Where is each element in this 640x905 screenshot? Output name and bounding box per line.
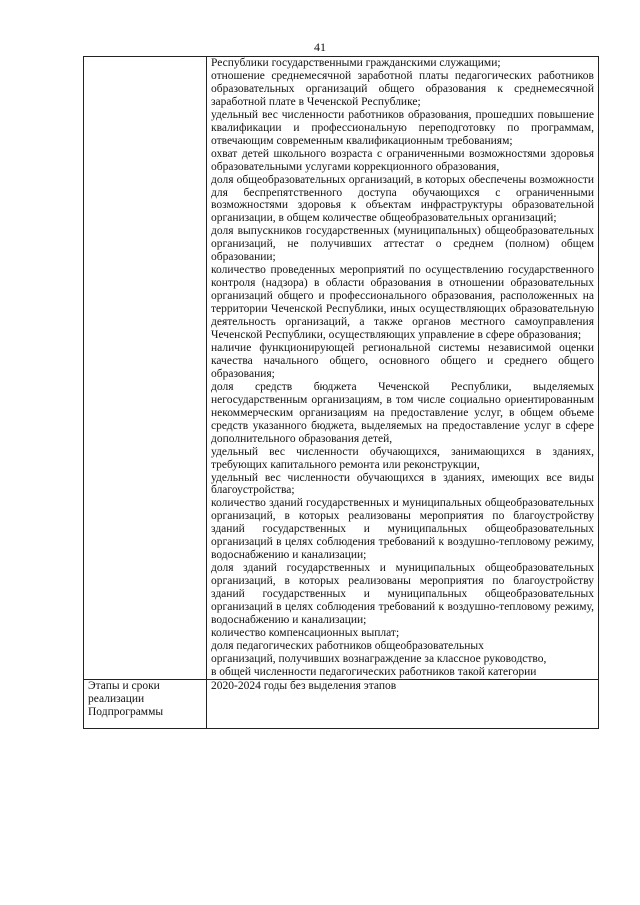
indicator-item: охват детей школьного возраста с ограниченными возможностями здоровья образовательными услугами коррекционного образования, (211, 147, 594, 173)
program-passport-table (83, 56, 599, 729)
indicator-item: наличие функционирующей региональной системы независимой оценки качества начального общего, основного общего и среднего общего образования; (211, 341, 594, 380)
indicator-item-line: в общей численности педагогических работников такой категории (211, 665, 537, 678)
indicator-item: доля выпускников государственных (муниципальных) общеобразовательных организаций, не получивших аттестат о среднем (полном) общем образовании; (211, 225, 594, 264)
indicator-item: отношение среднемесячной заработной платы педагогических работников образовательных организаций общего образования к среднемесячной заработной плате в Чеченской Республике; (211, 69, 594, 108)
indicator-item: количество проведенных мероприятий по осуществлению государственного контроля (надзора) в области образования в отношении образовательных организаций общего и профессионального образования, расположенных на территории Чеченской Республики, иных осуществляющих образовательную деятельность организаций, а также органов местного самоуправления Чеченской Республики, осуществляющих управление в сфере образования; (211, 264, 594, 342)
indicator-item: удельный вес численности обучающихся, занимающихся в зданиях, требующих капитального ремонта или реконструкции, (211, 445, 594, 471)
stages-value-cell: 2020-2024 годы без выделения этапов (207, 679, 599, 728)
indicator-item: количество зданий государственных и муниципальных общеобразовательных организаций, в которых реализованы мероприятия по благоустройству зданий государственных и муниципальных общеобразовательных организаций в целях соблюдения требований к воздушно-тепловому режиму, водоснабжению и канализации; (211, 497, 594, 562)
table-row (84, 57, 599, 680)
page-number: 41 (314, 40, 326, 54)
indicator-item: удельный вес численности обучающихся в зданиях, имеющих все виды благоустройства; (211, 471, 594, 497)
indicator-item: удельный вес численности работников образования, прошедших повышение квалификации и профессиональную переподготовку по программам, отвечающим современным квалификационным требованиям; (211, 108, 594, 147)
row-label-cell (84, 57, 207, 680)
table-row (84, 679, 599, 728)
indicator-item: количество компенсационных выплат; (211, 626, 400, 639)
indicators-cell (207, 57, 599, 680)
indicator-item-line: доля педагогических работников общеобразовательных (211, 639, 484, 652)
indicator-item-line: организаций, получивших вознаграждение за классное руководство, (211, 652, 547, 665)
indicator-item: доля общеобразовательных организаций, в которых обеспечены возможности для беспрепятственного доступа обучающихся с ограниченными возможностями здоровья к объектам инфраструктуры образовательной организации, в общем количестве общеобразовательных организаций; (211, 173, 594, 225)
indicator-item: доля зданий государственных и муниципальных общеобразовательных организаций, в которых реализованы мероприятия по благоустройству зданий государственных и муниципальных общеобразовательных организаций в целях соблюдения требований к воздушно-тепловому режиму, водоснабжению и канализации; (211, 562, 594, 626)
indicator-item: Республики государственными гражданскими служащими; (211, 57, 501, 69)
row-label-cell: Этапы и сроки реализации Подпрограммы (84, 679, 207, 728)
indicator-item: доля средств бюджета Чеченской Республики, выделяемых негосударственным организациям, в том числе социально ориентированным некоммерческим организациям на предоставление услуг, в общем объеме средств указанного бюджета, выделяемых на предоставление услуг в сфере дополнительного образования детей, (211, 380, 594, 445)
